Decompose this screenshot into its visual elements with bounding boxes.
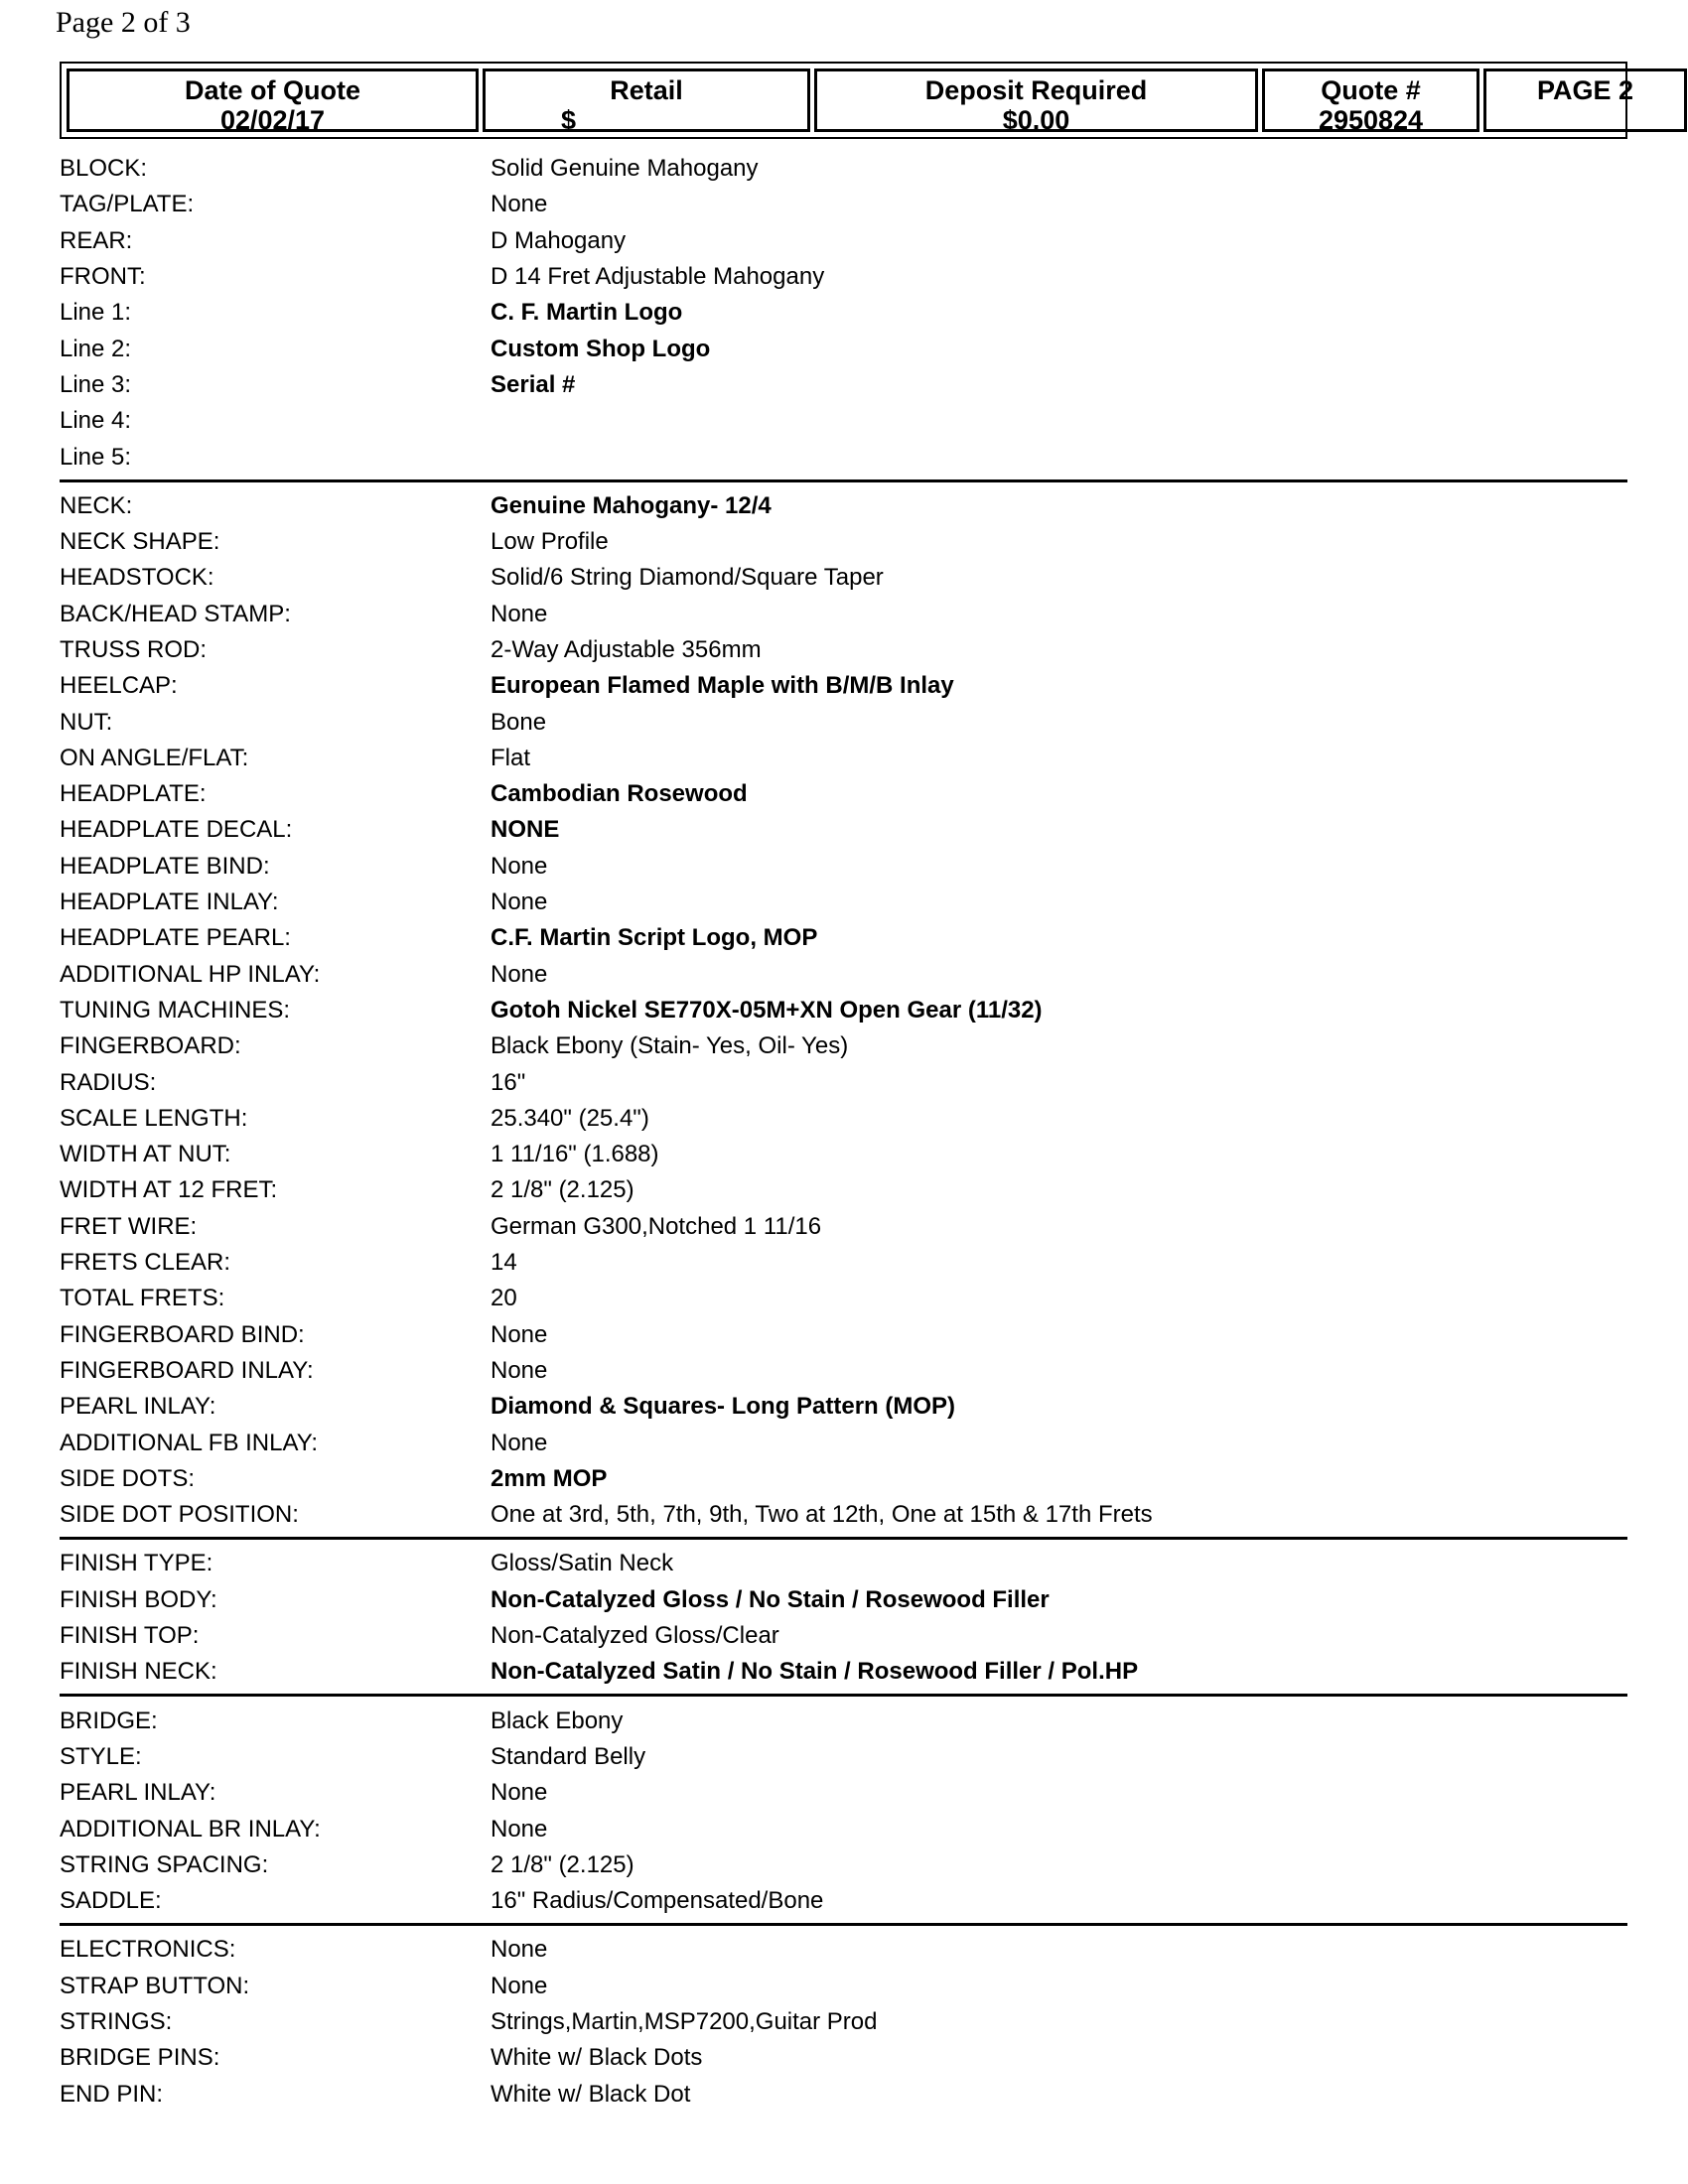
spec-row (60, 367, 1627, 403)
spec-row (60, 1209, 1627, 1245)
spec-value: None (491, 600, 548, 627)
spec-row (60, 885, 1627, 920)
header-quote-value: 2950824 (1318, 105, 1424, 135)
spec-value: 2 1/8" (2.125) (491, 1850, 634, 1878)
spec-row (60, 1281, 1627, 1316)
spec-section (60, 1546, 1627, 1697)
spec-label: ELECTRONICS: (60, 1936, 236, 1964)
spec-label: FRONT: (60, 263, 146, 291)
spec-row (60, 920, 1627, 956)
spec-label: FINISH TYPE: (60, 1550, 213, 1577)
spec-value: European Flamed Maple with B/M/B Inlay (491, 672, 954, 700)
spec-row (60, 1172, 1627, 1208)
spec-value: None (491, 888, 548, 916)
spec-row (60, 1317, 1627, 1353)
spec-label: STRING SPACING: (60, 1850, 269, 1878)
header-deposit-value: $0.00 (1002, 105, 1070, 135)
header-deposit-title: Deposit Required (924, 75, 1148, 105)
spec-row (60, 812, 1627, 848)
spec-value: Bone (491, 708, 547, 736)
spec-label: HEELCAP: (60, 672, 178, 700)
header-retail-value: $ (561, 105, 577, 135)
spec-label: FINISH NECK: (60, 1658, 217, 1686)
header-cell-deposit (814, 68, 1258, 135)
spec-label: HEADPLATE INLAY: (60, 888, 279, 916)
spec-label: TRUSS ROD: (60, 636, 208, 663)
spec-label: SCALE LENGTH: (60, 1104, 248, 1132)
spec-row (60, 741, 1627, 776)
spec-value: 2-Way Adjustable 356mm (491, 636, 762, 663)
spec-label: SADDLE: (60, 1887, 162, 1915)
spec-value: 1 11/16" (1.688) (491, 1141, 659, 1168)
spec-value: Black Ebony (491, 1706, 624, 1734)
header-date-value: 02/02/17 (219, 105, 326, 135)
spec-value: White w/ Black Dot (491, 2080, 691, 2108)
spec-section (60, 1932, 1627, 2116)
spec-row (60, 849, 1627, 885)
spec-value: Solid/6 String Diamond/Square Taper (491, 564, 884, 592)
spec-row (60, 704, 1627, 740)
spec-row (60, 957, 1627, 993)
spec-value: Gloss/Satin Neck (491, 1550, 674, 1577)
spec-label: HEADPLATE DECAL: (60, 816, 293, 844)
spec-value: None (491, 852, 548, 880)
spec-value: 14 (491, 1249, 517, 1277)
spec-label: NECK SHAPE: (60, 528, 220, 556)
spec-row (60, 524, 1627, 560)
spec-label: WIDTH AT 12 FRET: (60, 1176, 278, 1204)
spec-row (60, 1932, 1627, 1968)
spec-row (60, 1883, 1627, 1919)
spec-value: Non-Catalyzed Satin / No Stain / Rosewood Filler / Pol.HP (491, 1658, 1139, 1686)
spec-label: BRIDGE: (60, 1706, 158, 1734)
spec-row (60, 1425, 1627, 1460)
spec-value: NONE (491, 816, 560, 844)
spec-value: None (491, 1779, 548, 1807)
spec-row (60, 295, 1627, 331)
spec-row (60, 151, 1627, 187)
spec-row (60, 1064, 1627, 1100)
spec-row (60, 1654, 1627, 1690)
spec-value: Flat (491, 744, 531, 771)
spec-label: Line 4: (60, 407, 132, 435)
spec-row (60, 1969, 1627, 2004)
header-cell-quote-number (1262, 68, 1479, 135)
spec-label: PEARL INLAY: (60, 1393, 216, 1421)
spec-value: None (491, 1320, 548, 1348)
spec-row (60, 1101, 1627, 1137)
spec-label: HEADPLATE BIND: (60, 852, 270, 880)
spec-row (60, 1582, 1627, 1618)
header-retail-title: Retail (610, 75, 683, 105)
spec-label: ON ANGLE/FLAT: (60, 744, 249, 771)
spec-value: None (491, 1936, 548, 1964)
spec-row (60, 1028, 1627, 1064)
header-date-title: Date of Quote (184, 75, 360, 105)
spec-value: Serial # (491, 370, 576, 398)
spec-value: 2mm MOP (491, 1464, 608, 1492)
spec-label: FINGERBOARD: (60, 1032, 241, 1060)
spec-label: REAR: (60, 226, 133, 254)
spec-value: C.F. Martin Script Logo, MOP (491, 924, 818, 952)
spec-row (60, 488, 1627, 524)
spec-row (60, 1847, 1627, 1883)
spec-row (60, 223, 1627, 259)
spec-row (60, 776, 1627, 812)
spec-row (60, 259, 1627, 295)
spec-value: 2 1/8" (2.125) (491, 1176, 634, 1204)
spec-row (60, 2004, 1627, 2040)
spec-label: BRIDGE PINS: (60, 2044, 220, 2072)
page-number: Page 2 of 3 (56, 6, 191, 39)
spec-list (60, 151, 1627, 2122)
spec-label: Line 1: (60, 299, 132, 327)
spec-row (60, 1461, 1627, 1497)
spec-label: PEARL INLAY: (60, 1779, 216, 1807)
spec-label: TUNING MACHINES: (60, 996, 291, 1024)
spec-label: TAG/PLATE: (60, 191, 195, 218)
spec-row (60, 2076, 1627, 2112)
spec-row (60, 1739, 1627, 1775)
header-quote-title: Quote # (1321, 75, 1421, 105)
spec-label: FINISH BODY: (60, 1585, 217, 1613)
spec-label: WIDTH AT NUT: (60, 1141, 231, 1168)
spec-value: Non-Catalyzed Gloss / No Stain / Rosewood Filler (491, 1585, 1050, 1613)
spec-label: SIDE DOTS: (60, 1464, 196, 1492)
quote-header (60, 62, 1634, 139)
spec-label: STRAP BUTTON: (60, 1972, 250, 1999)
spec-section (60, 488, 1627, 1541)
spec-label: ADDITIONAL FB INLAY: (60, 1429, 319, 1456)
spec-value: Black Ebony (Stain- Yes, Oil- Yes) (491, 1032, 849, 1060)
spec-value: Genuine Mahogany- 12/4 (491, 491, 772, 519)
spec-label: HEADSTOCK: (60, 564, 214, 592)
spec-value: Solid Genuine Mahogany (491, 155, 759, 183)
spec-label: FRET WIRE: (60, 1212, 198, 1240)
header-cell-retail (483, 68, 810, 135)
spec-section (60, 151, 1627, 482)
spec-label: SIDE DOT POSITION: (60, 1501, 299, 1529)
spec-label: HEADPLATE: (60, 780, 207, 808)
spec-value: None (491, 1429, 548, 1456)
spec-value: One at 3rd, 5th, 7th, 9th, Two at 12th, One at 15th & 17th Frets (491, 1501, 1153, 1529)
spec-row (60, 560, 1627, 596)
spec-value: None (491, 191, 548, 218)
spec-row (60, 1618, 1627, 1654)
spec-value: D Mahogany (491, 226, 627, 254)
spec-row (60, 403, 1627, 439)
spec-row (60, 1245, 1627, 1281)
spec-row (60, 1775, 1627, 1811)
spec-label: RADIUS: (60, 1068, 157, 1096)
spec-row (60, 1546, 1627, 1581)
header-page-title: PAGE 2 (1536, 75, 1634, 105)
spec-label: END PIN: (60, 2080, 164, 2108)
spec-row (60, 1497, 1627, 1533)
spec-label: NUT: (60, 708, 113, 736)
spec-row (60, 331, 1627, 366)
spec-value: None (491, 1972, 548, 1999)
spec-label: BLOCK: (60, 155, 148, 183)
spec-row (60, 993, 1627, 1028)
spec-label: Line 5: (60, 443, 132, 471)
spec-value: Cambodian Rosewood (491, 780, 748, 808)
spec-value: German G300,Notched 1 11/16 (491, 1212, 822, 1240)
spec-row (60, 1353, 1627, 1389)
spec-value: 16" Radius/Compensated/Bone (491, 1887, 824, 1915)
spec-label: HEADPLATE PEARL: (60, 924, 291, 952)
header-cell-page (1483, 68, 1687, 132)
spec-value: 25.340" (25.4") (491, 1104, 649, 1132)
spec-value: None (491, 1356, 548, 1384)
spec-row (60, 439, 1627, 475)
spec-row (60, 2040, 1627, 2076)
spec-row (60, 668, 1627, 704)
spec-label: BACK/HEAD STAMP: (60, 600, 291, 627)
spec-label: FINGERBOARD BIND: (60, 1320, 305, 1348)
spec-row (60, 1137, 1627, 1172)
spec-value: D 14 Fret Adjustable Mahogany (491, 263, 825, 291)
spec-label: NECK: (60, 491, 133, 519)
spec-row (60, 1703, 1627, 1738)
spec-label: STRINGS: (60, 2007, 173, 2035)
spec-row (60, 1811, 1627, 1846)
spec-section (60, 1703, 1627, 1926)
spec-value: Low Profile (491, 528, 609, 556)
header-cell-date (67, 68, 479, 135)
spec-value: Diamond & Squares- Long Pattern (MOP) (491, 1393, 956, 1421)
spec-value: C. F. Martin Logo (491, 299, 683, 327)
spec-value: Custom Shop Logo (491, 335, 711, 362)
spec-row (60, 1389, 1627, 1425)
spec-value: None (491, 1815, 548, 1843)
spec-label: FINISH TOP: (60, 1622, 200, 1650)
spec-row (60, 632, 1627, 668)
spec-value: Gotoh Nickel SE770X-05M+XN Open Gear (11/32) (491, 996, 1043, 1024)
spec-label: STYLE: (60, 1742, 142, 1770)
spec-value: Standard Belly (491, 1742, 646, 1770)
spec-label: TOTAL FRETS: (60, 1285, 225, 1312)
spec-value: White w/ Black Dots (491, 2044, 703, 2072)
spec-value: 16" (491, 1068, 526, 1096)
spec-row (60, 597, 1627, 632)
spec-value: Strings,Martin,MSP7200,Guitar Prod (491, 2007, 878, 2035)
spec-value: Non-Catalyzed Gloss/Clear (491, 1622, 779, 1650)
spec-value: None (491, 960, 548, 988)
spec-label: ADDITIONAL BR INLAY: (60, 1815, 321, 1843)
spec-label: FINGERBOARD INLAY: (60, 1356, 314, 1384)
spec-label: Line 2: (60, 335, 132, 362)
spec-row (60, 187, 1627, 222)
spec-value: 20 (491, 1285, 517, 1312)
spec-label: Line 3: (60, 370, 132, 398)
spec-label: FRETS CLEAR: (60, 1249, 231, 1277)
spec-label: ADDITIONAL HP INLAY: (60, 960, 321, 988)
